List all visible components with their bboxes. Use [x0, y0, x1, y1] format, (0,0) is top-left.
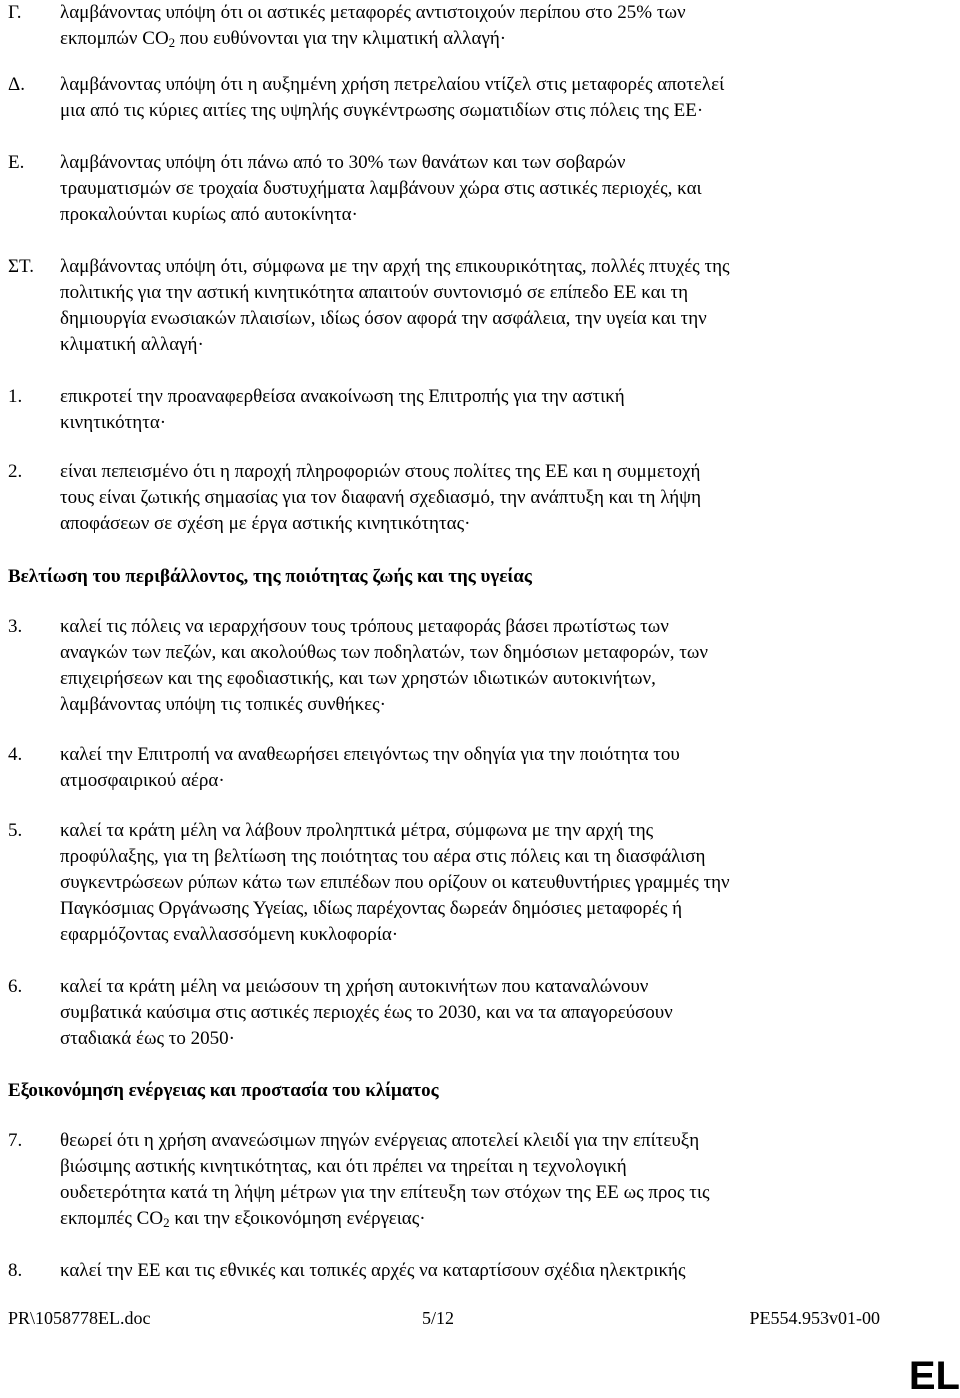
section-heading-energy: Εξοικονόμηση ενέργειας και προστασία του κλίματος: [8, 1080, 439, 1101]
paragraph-text: είναι πεπεισμένο ότι η παροχή πληροφοριών στους πολίτες της ΕΕ και η συμμετοχή τους είναι ζωτικής σημασίας για τον διαφανή σχεδιασμό, την ανάπτυξη και τη λήψη αποφάσεων σε σχέση με έργα αστικής κινητικότητας·: [60, 461, 701, 534]
recital-label: Γ.: [8, 2, 22, 23]
recital-text: λαμβάνοντας υπόψη ότι η αυξημένη χρήση πετρελαίου ντίζελ στις μεταφορές αποτελεί μια από τις κύριες αιτίες της υψηλής συγκέντρωσης σωματιδίων στις πόλεις της ΕΕ·: [60, 74, 725, 121]
recital-label: Δ.: [8, 74, 25, 95]
paragraph-text: επικροτεί την προαναφερθείσα ανακοίνωση της Επιτροπής για την αστική κινητικότητα·: [60, 386, 625, 433]
paragraph-text: καλεί την ΕΕ και τις εθνικές και τοπικές αρχές να καταρτίσουν σχέδια ηλεκτρικής: [60, 1260, 686, 1281]
paragraph-number: 2.: [8, 461, 23, 482]
recital-label: Ε.: [8, 152, 25, 173]
footer-document-reference: PR\1058778EL.doc: [8, 1308, 151, 1328]
paragraph-number: 1.: [8, 386, 23, 407]
language-code: EL: [908, 1354, 960, 1398]
paragraph-number: 8.: [8, 1260, 23, 1281]
paragraph-text: καλεί τα κράτη μέλη να λάβουν προληπτικά μέτρα, σύμφωνα με την αρχή της προφύλαξης, για τη βελτίωση της ποιότητας του αέρα στις πόλεις και τη διασφάλιση συγκεντρώσεων ρύπων κάτω των επιπέδων που ορίζουν οι κατευθυντήριες γραμμές την Παγκόσμιας Οργάνωσης Υγείας, ιδίως παρέχοντας δωρεάν δημόσιες μεταφορές ή εφαρμόζοντας εναλλασσόμενη κυκλοφορία·: [60, 820, 730, 945]
paragraph-text: καλεί τα κράτη μέλη να μειώσουν τη χρήση αυτοκινήτων που καταναλώνουν συμβατικά καύσιμα στις αστικές περιοχές έως το 2030, και να τα απαγορεύσουν σταδιακά έως το 2050·: [60, 976, 673, 1049]
footer-pe-reference: PE554.953v01-00: [749, 1308, 880, 1328]
paragraph-number: 5.: [8, 820, 23, 841]
footer-page-number: 5/12: [422, 1308, 455, 1328]
recital-text: λαμβάνοντας υπόψη ότι οι αστικές μεταφορές αντιστοιχούν περίπου στο 25% των εκπομπών $CO_2$ που ευθύνονται για την κλιματική αλλαγή·: [60, 2, 686, 50]
paragraph-number: 4.: [8, 744, 23, 765]
paragraph-number: 3.: [8, 616, 23, 637]
recital-label: ΣΤ.: [8, 256, 35, 277]
paragraph-number: 7.: [8, 1130, 23, 1151]
recital-text: λαμβάνοντας υπόψη ότι, σύμφωνα με την αρχή της επικουρικότητας, πολλές πτυχές της πολιτικής για την αστική κινητικότητα απαιτούν συντονισμό σε επίπεδο ΕΕ και τη δημιουργία ενωσιακών πλαισίων, ιδίως όσον αφορά την ασφάλεια, την υγεία και την κλιματική αλλαγή·: [60, 256, 730, 355]
paragraph-text: καλεί τις πόλεις να ιεραρχήσουν τους τρόπους μεταφοράς βάσει πρωτίστως των αναγκών των πεζών, και ακολούθως των ποδηλατών, των δημόσιων μεταφορών, των επιχειρήσεων και της εφοδιαστικής, και των χρηστών ιδιωτικών αυτοκινήτων, λαμβάνοντας υπόψη τις τοπικές συνθήκες·: [60, 616, 708, 715]
section-heading-environment: Βελτίωση του περιβάλλοντος, της ποιότητας ζωής και της υγείας: [8, 566, 532, 587]
paragraph-text: θεωρεί ότι η χρήση ανανεώσιμων πηγών ενέργειας αποτελεί κλειδί για την επίτευξη βιώσιμης αστικής κινητικότητας, και ότι πρέπει να τηρείται η τεχνολογική ουδετερότητα κατά τη λήψη μέτρων για την επίτευξη των στόχων της ΕΕ ως προς τις εκπομπές $CO_2$ και την εξοικονόμηση ενέργειας·: [60, 1130, 710, 1230]
recital-text: λαμβάνοντας υπόψη ότι πάνω από το 30% των θανάτων και των σοβαρών τραυματισμών σε τροχαία δυστυχήματα λαμβάνουν χώρα στις αστικές περιοχές, και προκαλούνται κυρίως από αυτοκίνητα·: [60, 152, 702, 225]
paragraph-number: 6.: [8, 976, 23, 997]
paragraph-text: καλεί την Επιτροπή να αναθεωρήσει επειγόντως την οδηγία για την ποιότητα του ατμοσφαιρικού αέρα·: [60, 744, 680, 791]
